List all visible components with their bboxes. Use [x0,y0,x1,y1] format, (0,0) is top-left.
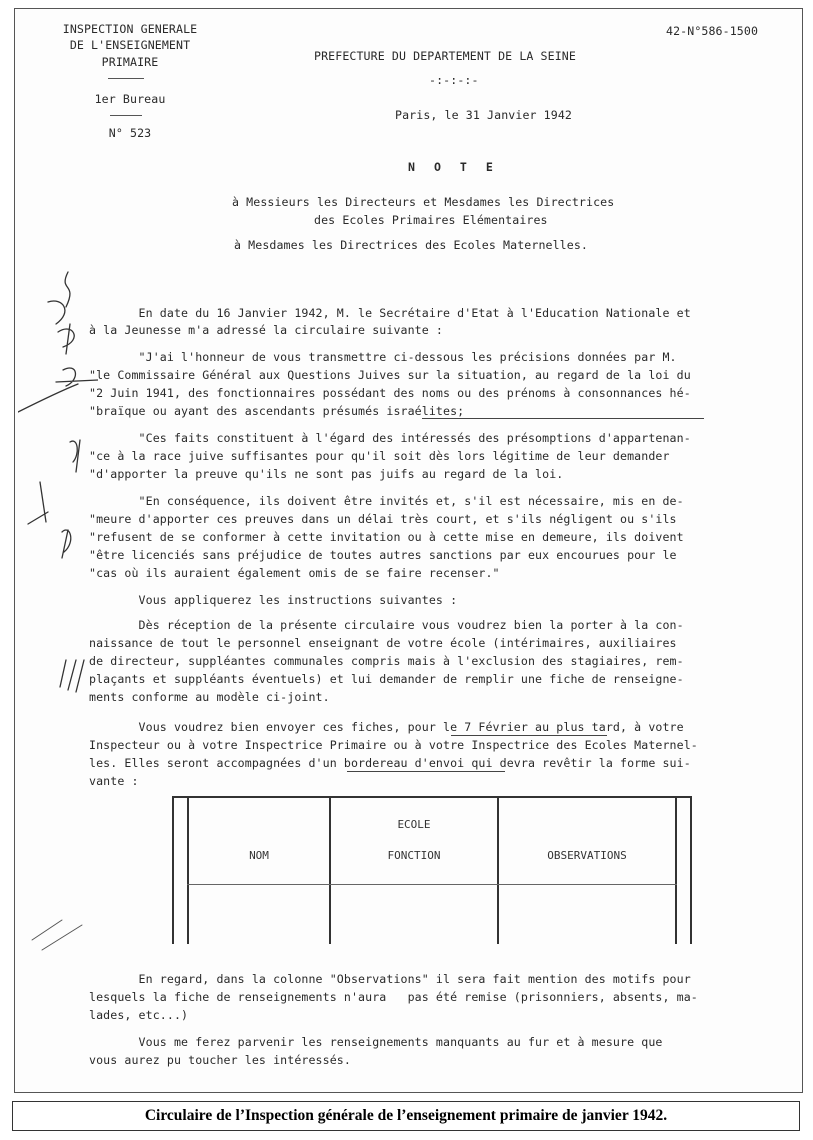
p2-line-3: "2 Juin 1941, des fonctionnaires possédant des noms ou des prénoms à consonnances hé- [89,386,691,400]
p2-line-4: "braïque ou ayant des ascendants présumés israélites; [89,404,465,418]
cell-empty-3 [498,884,676,944]
addressee-2: des Ecoles Primaires Elémentaires [314,213,548,227]
p3-line-2: "ce à la race juive suffisantes pour qu'il soit dès lors légitime de leur demander [89,449,670,463]
column-fonction-header: FONCTION [387,849,441,862]
header-rule-2 [110,115,142,116]
p7-line-1: Vous voudrez bien envoyer ces fiches, pour le 7 Février au plus tard, à votre [89,720,684,734]
bordereau-table [187,798,677,944]
note-title: N O T E [408,160,499,174]
column-ecole-header: ECOLE [397,818,431,831]
p4-line-3: "refusent de se conformer à cette invitation ou à cette mise en demeure, ils doivent [89,530,684,544]
p8-line-3: lades, etc...) [89,1008,189,1022]
header-left-line-1: INSPECTION GENERALE [62,22,198,36]
p4-line-4: "être licenciés sans préjudice de toutes autres sanctions par eux encourues pour le [89,548,677,562]
p4-line-5: "cas où ils auraient également omis de se faire recenser." [89,566,500,580]
header-number: N° 523 [108,126,152,140]
p4-line-1: "En conséquence, ils doivent être invités et, s'il est nécessaire, mis en de- [89,494,684,508]
figure-caption: Circulaire de l’Inspection générale de l’enseignement primaire de janvier 1942. [12,1101,800,1131]
addressee-3: à Mesdames les Directrices des Ecoles Maternelles. [234,238,589,252]
column-nom [188,798,330,884]
column-nom-header: NOM [249,848,269,862]
reference-number: 42-N°586-1500 [666,24,759,38]
p2-line-1: "J'ai l'honneur de vous transmettre ci-dessous les précisions données par M. [89,350,677,364]
p8-line-1: En regard, dans la colonne "Observations" il sera fait mention des motifs pour [89,972,691,986]
table-frame-right [690,796,692,944]
underline-bordereau [347,771,505,772]
underline-date [451,735,607,736]
ornament: -:-:-:- [429,73,479,87]
p6-line-5: ments conforme au modèle ci-joint. [89,690,330,704]
header-bureau: 1er Bureau [94,92,166,106]
date-line: Paris, le 31 Janvier 1942 [395,108,573,122]
cell-empty-1 [188,884,330,944]
p8-line-2: lesquels la fiche de renseignements n'aura pas été remise (prisonniers, absents, ma- [89,990,698,1004]
p3-line-1: "Ces faits constituent à l'égard des intéressés des présomptions d'appartenan- [89,431,691,445]
p6-line-3: de directeur, suppléantes communales compris mais à l'exclusion des stagiaires, rem- [89,654,684,668]
p6-line-2: naissance de tout le personnel enseignant de votre école (intérimaires, auxiliaires [89,636,677,650]
p7-line-4: vante : [89,774,139,788]
header-rule [108,78,144,79]
p6-line-4: plaçants et suppléants éventuels) et lui demander de remplir une fiche de renseigne- [89,672,684,686]
p7-line-2: Inspecteur ou à votre Inspectrice Primaire ou à votre Inspectrice des Ecoles Maternel- [89,738,698,752]
header-left-line-2: DE L'ENSEIGNEMENT [69,38,191,52]
table-frame-left [172,796,174,944]
addressee-1: à Messieurs les Directeurs et Mesdames les Directrices [232,195,615,209]
p9-line-1: Vous me ferez parvenir les renseignements manquants au fur et à mesure que [89,1035,663,1049]
cell-empty-2 [330,884,498,944]
prefecture-title: PREFECTURE DU DEPARTEMENT DE LA SEINE [314,49,576,63]
margin-annotations [18,262,98,702]
column-observations-header: OBSERVATIONS [547,848,627,862]
p2-line-2: "le Commissaire Général aux Questions Juives sur la situation, au regard de la loi du [89,368,691,382]
p7-line-3: les. Elles seront accompagnées d'un bordereau d'envoi qui devra revêtir la forme sui- [89,756,691,770]
p3-line-3: "d'apporter la preuve qu'ils ne sont pas juifs au regard de la loi. [89,467,564,481]
p9-line-2: vous aurez pu toucher les intéressés. [89,1053,351,1067]
column-observations [498,798,676,884]
p1-line-2: à la Jeunesse m'a adressé la circulaire suivante : [89,323,444,337]
p4-line-2: "meure d'apporter ces preuves dans un délai très court, et s'ils négligent ou s'ils [89,512,677,526]
column-fonction [330,798,498,884]
p5-line: Vous appliquerez les instructions suivantes : [89,593,458,607]
p6-line-1: Dès réception de la présente circulaire vous voudrez bien la porter à la con- [89,618,684,632]
handwritten-underline [422,418,704,419]
p1-line-1: En date du 16 Janvier 1942, M. le Secrétaire d'Etat à l'Education Nationale et [89,306,691,320]
margin-scratch-marks [22,880,112,970]
table-row-divider [187,884,677,885]
header-left-line-3: PRIMAIRE [101,55,159,69]
